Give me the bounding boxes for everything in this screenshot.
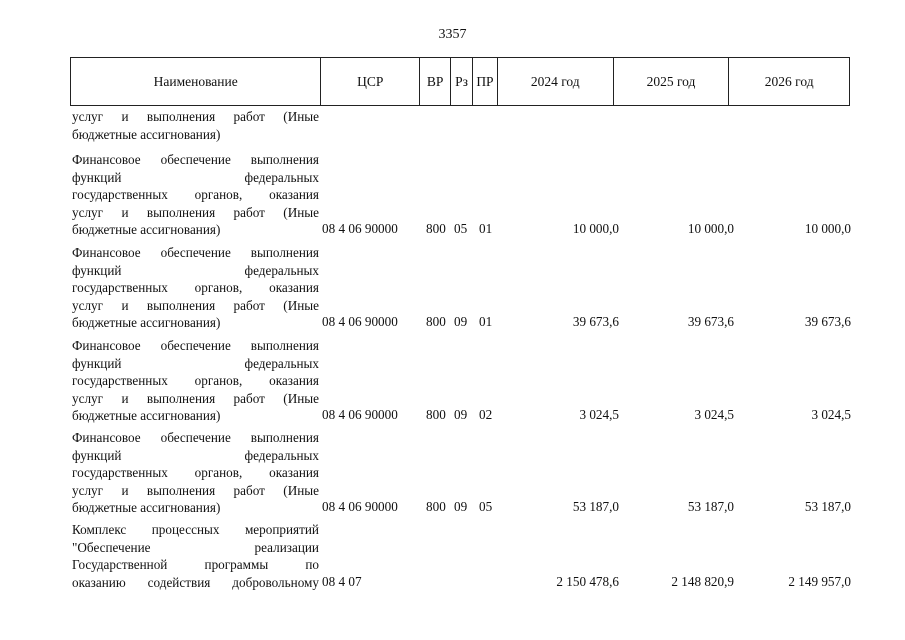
row-name-line: оказанию содействия добровольному [72,574,319,590]
header-2025: 2025 год [614,58,730,105]
cell-rz: 09 [454,407,468,423]
row-name-line: услуг и выполнения работ (Иные [72,204,319,220]
cell-csr: 08 4 06 90000 [322,499,398,515]
row-name-line: государственных органов, оказания [72,373,319,389]
cell-y2024: 10 000,0 [572,221,619,237]
row-name [72,337,319,425]
cell-y2024: 2 150 478,6 [556,573,619,589]
row-name-line: государственных органов, оказания [72,187,319,203]
row-name-line: функций федеральных [72,169,319,185]
row-name-line: Финансовое обеспечение выполнения [72,152,319,167]
row-name-line: услуг и выполнения работ (Иные [72,390,319,406]
header-pr: ПР [473,58,498,105]
row-name [72,244,319,332]
cell-y2026: 3 024,5 [811,407,851,423]
row-name-line: бюджетные ассигнования) [72,222,221,238]
row-name-line: бюджетные ассигнования) [72,315,221,331]
row-name-line: услуг и выполнения работ (Иные [72,109,319,124]
row-name-line: бюджетные ассигнования) [72,126,221,142]
cell-y2026: 53 187,0 [804,499,851,515]
cell-y2025: 53 187,0 [687,499,734,515]
row-name [72,429,319,517]
row-name-line: функций федеральных [72,355,319,371]
cell-vr: 800 [426,499,446,515]
cell-y2025: 2 148 820,9 [671,573,734,589]
cell-vr: 800 [426,314,446,330]
row-name-line: государственных органов, оказания [72,465,319,481]
row-name-line: услуг и выполнения работ (Иные [72,482,319,498]
row-name [72,108,319,143]
cell-y2024: 53 187,0 [572,499,619,515]
header-name: Наименование [71,58,321,105]
row-name [72,521,319,591]
cell-pr: 01 [479,221,493,237]
cell-vr: 800 [426,407,446,423]
page-number: 3357 [438,27,467,42]
row-name-line: услуг и выполнения работ (Иные [72,297,319,313]
cell-y2026: 2 149 957,0 [788,573,851,589]
cell-rz: 09 [454,314,468,330]
cell-csr: 08 4 06 90000 [322,221,398,237]
row-name-line: Государственной программы по [72,557,319,573]
header-2026: 2026 год [764,73,814,89]
row-name-line: Финансовое обеспечение выполнения [72,338,319,353]
cell-csr: 08 4 07 [322,573,362,589]
cell-pr: 01 [479,314,493,330]
header-rz: Рз [451,58,473,105]
row-name-line: Финансовое обеспечение выполнения [72,430,319,445]
row-name-line: бюджетные ассигнования) [72,500,221,516]
cell-y2026: 10 000,0 [804,221,851,237]
cell-y2026: 39 673,6 [804,314,851,330]
cell-csr: 08 4 06 90000 [322,407,398,423]
row-name-line: Финансовое обеспечение выполнения [72,245,319,260]
row-name-line: государственных органов, оказания [72,280,319,296]
cell-rz: 09 [454,499,468,515]
cell-y2025: 10 000,0 [687,221,734,237]
row-name-line: Комплекс процессных мероприятий [72,522,319,537]
cell-vr: 800 [426,221,446,237]
header-csr: ЦСР [321,58,420,105]
cell-pr: 05 [479,499,493,515]
cell-y2024: 3 024,5 [579,407,619,423]
header-2024: 2024 год [498,58,614,105]
cell-y2024: 39 673,6 [572,314,619,330]
row-name-line: "Обеспечение реализации [72,539,319,555]
row-name-line: функций федеральных [72,447,319,463]
table-header [70,57,850,106]
header-vr: ВР [420,58,451,105]
cell-y2025: 39 673,6 [687,314,734,330]
row-name [72,151,319,239]
cell-rz: 05 [454,221,468,237]
cell-csr: 08 4 06 90000 [322,314,398,330]
cell-y2025: 3 024,5 [694,407,734,423]
cell-pr: 02 [479,407,493,423]
row-name-line: функций федеральных [72,262,319,278]
row-name-line: бюджетные ассигнования) [72,408,221,424]
